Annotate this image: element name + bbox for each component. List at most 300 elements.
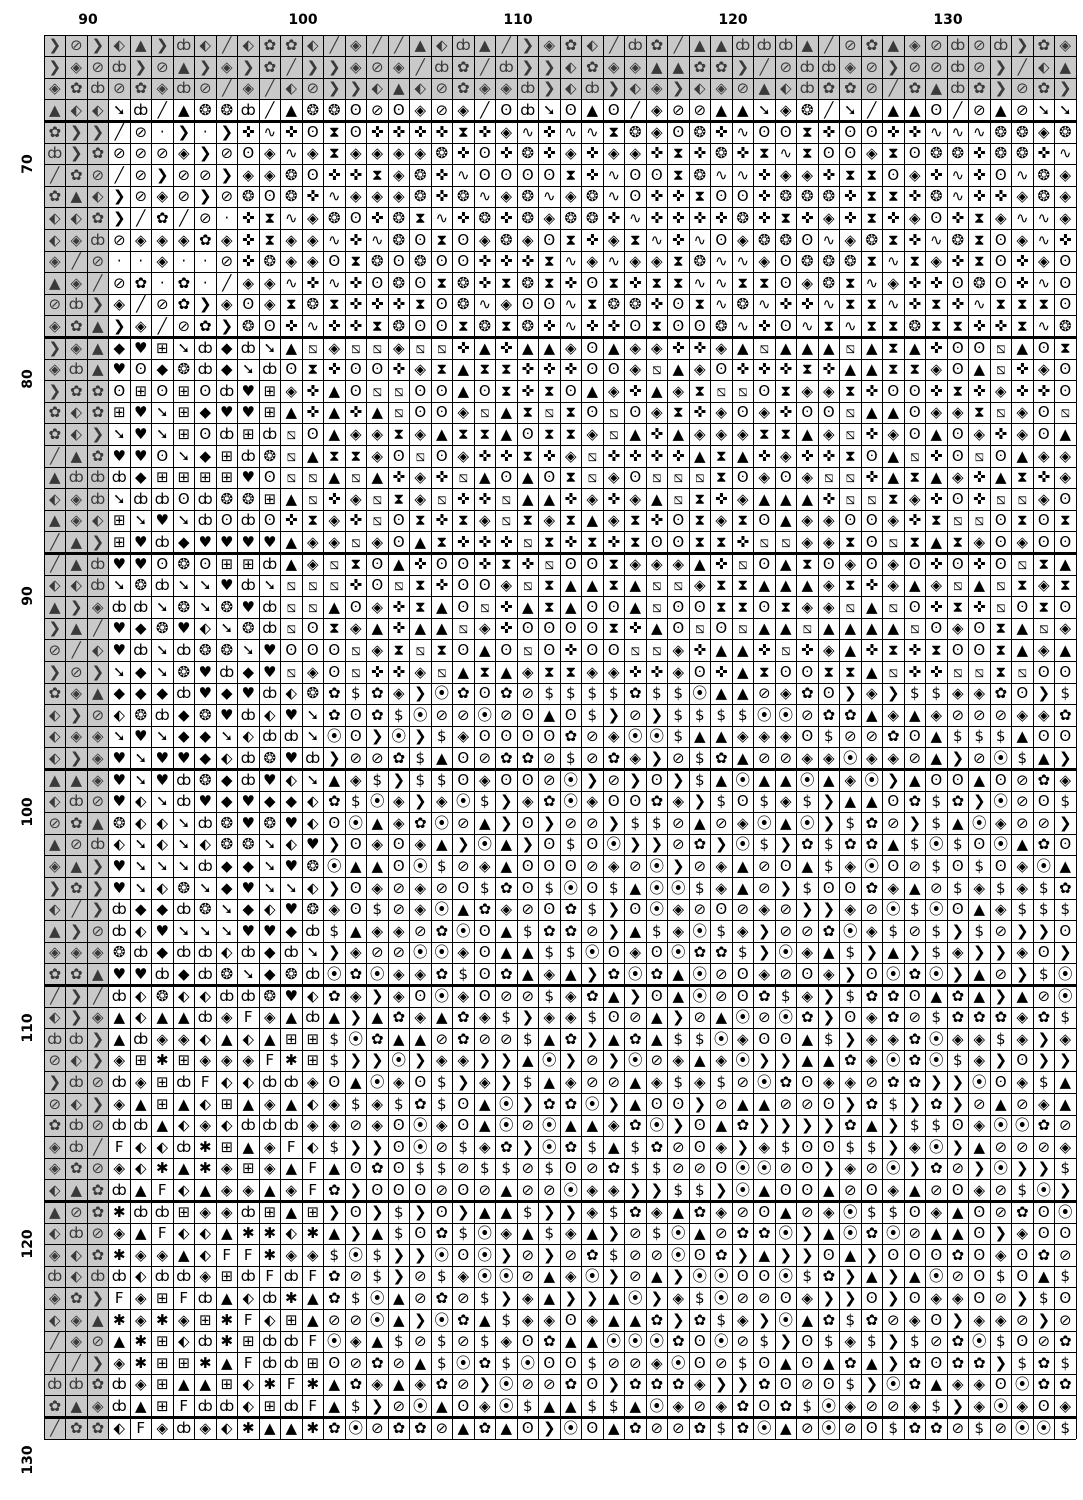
stitch-symbol: ◈ — [242, 165, 255, 184]
stitch-cell — [904, 424, 926, 446]
stitch-cell — [474, 1093, 496, 1115]
stitch-cell — [302, 121, 324, 143]
stitch-cell — [861, 467, 883, 489]
stitch-cell — [367, 1050, 389, 1072]
stitch-cell — [668, 899, 690, 921]
stitch-cell — [216, 921, 238, 943]
stitch-symbol: ⦿ — [434, 813, 450, 832]
stitch-cell — [818, 1072, 840, 1094]
stitch-symbol: ⧗ — [543, 252, 555, 271]
stitch-symbol: ❯ — [155, 36, 169, 55]
stitch-symbol: ✿ — [69, 381, 83, 400]
stitch-symbol: ⧗ — [887, 360, 899, 379]
stitch-symbol: ◆ — [113, 684, 126, 703]
stitch-symbol: ▲ — [973, 576, 986, 595]
stitch-symbol: ◆ — [263, 943, 276, 962]
stitch-cell — [603, 359, 625, 381]
stitch-symbol: ʘ — [779, 273, 792, 292]
stitch-cell — [646, 532, 668, 554]
stitch-symbol: ✜ — [693, 403, 707, 422]
stitch-cell — [152, 921, 174, 943]
stitch-cell — [797, 834, 819, 856]
stitch-symbol: ∿ — [628, 209, 642, 228]
stitch-symbol: ⦿ — [1036, 857, 1052, 876]
stitch-cell — [410, 35, 432, 57]
stitch-cell — [904, 445, 926, 467]
row-label-110: 110 — [20, 1013, 36, 1043]
stitch-cell — [517, 748, 539, 770]
stitch-symbol: ȸ — [778, 36, 794, 55]
stitch-symbol: $ — [694, 705, 705, 724]
stitch-cell — [44, 683, 66, 705]
stitch-symbol: ▲ — [263, 1029, 276, 1048]
stitch-symbol: ⦿ — [692, 986, 708, 1005]
stitch-symbol: ⦿ — [864, 770, 880, 789]
stitch-symbol: ➘ — [155, 425, 169, 444]
stitch-symbol: ▲ — [973, 986, 986, 1005]
stitch-cell — [1012, 1072, 1034, 1094]
stitch-cell — [388, 1050, 410, 1072]
stitch-symbol: ▲ — [177, 1094, 190, 1113]
stitch-cell — [496, 813, 518, 835]
stitch-cell — [474, 985, 496, 1007]
stitch-symbol: ⊞ — [241, 554, 255, 573]
stitch-cell — [840, 834, 862, 856]
stitch-symbol: $ — [544, 986, 555, 1005]
stitch-symbol: ʘ — [865, 122, 878, 141]
stitch-cell — [926, 251, 948, 273]
stitch-symbol: ⧅ — [286, 576, 297, 595]
stitch-cell — [947, 856, 969, 878]
stitch-symbol: ╱ — [222, 273, 232, 292]
stitch-cell — [152, 121, 174, 143]
stitch-symbol: ◈ — [1037, 446, 1050, 465]
stitch-cell — [195, 381, 217, 403]
stitch-cell — [431, 899, 453, 921]
stitch-cell — [130, 618, 152, 640]
stitch-cell — [603, 1137, 625, 1159]
stitch-symbol: ▲ — [48, 921, 61, 940]
stitch-symbol: ❂ — [198, 705, 212, 724]
stitch-symbol: ʘ — [1037, 533, 1050, 552]
stitch-symbol: ✿ — [714, 943, 728, 962]
stitch-cell — [410, 1072, 432, 1094]
stitch-cell — [969, 921, 991, 943]
stitch-cell — [560, 78, 582, 100]
stitch-symbol: ▲ — [564, 1116, 577, 1135]
stitch-symbol: ∿ — [865, 273, 879, 292]
stitch-symbol: ❂ — [628, 122, 642, 141]
stitch-symbol: ✜ — [908, 511, 922, 530]
stitch-symbol: ✿ — [392, 1008, 406, 1027]
stitch-symbol: ⊘ — [91, 1073, 105, 1092]
stitch-cell — [1012, 921, 1034, 943]
stitch-symbol: $ — [651, 684, 662, 703]
stitch-cell — [668, 1072, 690, 1094]
stitch-cell — [66, 813, 88, 835]
stitch-cell — [281, 553, 303, 575]
stitch-cell — [130, 57, 152, 79]
stitch-symbol: ✜ — [650, 144, 664, 163]
stitch-cell — [474, 597, 496, 619]
stitch-symbol: ⧅ — [1017, 489, 1028, 508]
stitch-symbol: ◈ — [1037, 1094, 1050, 1113]
stitch-symbol: $ — [522, 1073, 533, 1092]
stitch-cell — [216, 683, 238, 705]
stitch-symbol: ✜ — [972, 165, 986, 184]
stitch-cell — [969, 899, 991, 921]
stitch-symbol: ⊞ — [155, 468, 169, 487]
stitch-cell — [130, 1029, 152, 1051]
stitch-cell — [281, 165, 303, 187]
stitch-symbol: ❂ — [822, 252, 836, 271]
stitch-symbol: ✜ — [800, 446, 814, 465]
stitch-cell — [109, 726, 131, 748]
stitch-symbol: ✿ — [693, 943, 707, 962]
stitch-symbol: ⬖ — [199, 1094, 212, 1113]
stitch-symbol: ʘ — [822, 403, 835, 422]
stitch-symbol: ◈ — [736, 489, 749, 508]
stitch-symbol: ʘ — [263, 187, 276, 206]
stitch-symbol: ✿ — [1037, 1116, 1051, 1135]
stitch-cell — [281, 251, 303, 273]
stitch-cell — [883, 1072, 905, 1094]
stitch-cell — [281, 273, 303, 295]
stitch-symbol: ✜ — [650, 446, 664, 465]
stitch-cell — [603, 769, 625, 791]
stitch-cell — [625, 186, 647, 208]
stitch-symbol: ❯ — [951, 749, 965, 768]
stitch-symbol: ▲ — [70, 533, 83, 552]
stitch-cell — [474, 489, 496, 511]
stitch-cell — [754, 273, 776, 295]
stitch-symbol: ✜ — [349, 511, 363, 530]
stitch-symbol: ✿ — [499, 1137, 513, 1156]
stitch-symbol: ✿ — [48, 965, 62, 984]
stitch-symbol: ʘ — [1016, 597, 1029, 616]
stitch-cell — [431, 575, 453, 597]
stitch-cell — [431, 748, 453, 770]
stitch-symbol: ◈ — [607, 857, 620, 876]
stitch-cell — [539, 1050, 561, 1072]
stitch-cell — [66, 705, 88, 727]
stitch-cell — [388, 985, 410, 1007]
stitch-cell — [560, 942, 582, 964]
stitch-cell — [216, 165, 238, 187]
stitch-cell — [668, 834, 690, 856]
stitch-symbol: ▲ — [1059, 1073, 1072, 1092]
stitch-cell — [1033, 769, 1055, 791]
stitch-symbol: ❂ — [521, 317, 535, 336]
stitch-cell — [517, 100, 539, 122]
stitch-symbol: ȸ — [240, 705, 256, 724]
stitch-symbol: ʘ — [930, 209, 943, 228]
stitch-cell — [324, 791, 346, 813]
stitch-cell — [216, 121, 238, 143]
stitch-symbol: ʘ — [543, 468, 556, 487]
stitch-cell — [560, 1029, 582, 1051]
stitch-symbol: ◈ — [801, 943, 814, 962]
stitch-cell — [818, 489, 840, 511]
stitch-cell — [259, 165, 281, 187]
row-label-80: 80 — [20, 369, 36, 389]
stitch-cell — [87, 834, 109, 856]
stitch-symbol: ∿ — [929, 122, 943, 141]
stitch-symbol: ⦿ — [563, 878, 579, 897]
stitch-cell — [797, 921, 819, 943]
stitch-cell — [625, 143, 647, 165]
stitch-symbol: ◈ — [672, 900, 685, 919]
stitch-cell — [496, 57, 518, 79]
stitch-cell — [44, 661, 66, 683]
stitch-symbol: ▲ — [715, 770, 728, 789]
stitch-cell — [646, 337, 668, 359]
stitch-cell — [474, 510, 496, 532]
stitch-symbol: ȸ — [111, 1073, 127, 1092]
stitch-cell — [711, 229, 733, 251]
stitch-cell — [109, 856, 131, 878]
stitch-symbol: ▲ — [457, 381, 470, 400]
stitch-cell — [947, 791, 969, 813]
stitch-symbol: ♥ — [241, 381, 255, 400]
stitch-cell — [367, 186, 389, 208]
stitch-cell — [1012, 57, 1034, 79]
stitch-symbol: ⊞ — [155, 338, 169, 357]
stitch-symbol: ʘ — [328, 1073, 341, 1092]
stitch-symbol: ȸ — [283, 1073, 299, 1092]
stitch-cell — [625, 985, 647, 1007]
stitch-symbol: ⊘ — [585, 857, 599, 876]
stitch-cell — [87, 251, 109, 273]
stitch-cell — [496, 964, 518, 986]
stitch-cell — [195, 489, 217, 511]
stitch-symbol: ʘ — [629, 468, 642, 487]
stitch-cell — [474, 791, 496, 813]
stitch-cell — [732, 964, 754, 986]
stitch-cell — [861, 1072, 883, 1094]
stitch-cell — [152, 942, 174, 964]
stitch-symbol: ◈ — [70, 57, 83, 76]
stitch-cell — [109, 294, 131, 316]
stitch-symbol: ◈ — [822, 641, 835, 660]
stitch-symbol: $ — [393, 705, 404, 724]
stitch-cell — [324, 705, 346, 727]
stitch-cell — [711, 445, 733, 467]
stitch-cell — [324, 661, 346, 683]
stitch-cell — [1055, 1007, 1077, 1029]
stitch-symbol: ◈ — [1059, 770, 1072, 789]
stitch-symbol: ✿ — [91, 209, 105, 228]
stitch-cell — [904, 661, 926, 683]
stitch-cell — [926, 467, 948, 489]
stitch-cell — [281, 100, 303, 122]
stitch-cell — [689, 618, 711, 640]
stitch-symbol: ⧅ — [393, 403, 404, 422]
stitch-symbol: ◆ — [242, 857, 255, 876]
stitch-symbol: ▲ — [586, 1116, 599, 1135]
stitch-cell — [797, 251, 819, 273]
stitch-symbol: ⬖ — [48, 489, 61, 508]
stitch-symbol: ❯ — [521, 835, 535, 854]
stitch-cell — [797, 489, 819, 511]
stitch-cell — [689, 640, 711, 662]
stitch-symbol: ◈ — [543, 511, 556, 530]
stitch-cell — [990, 229, 1012, 251]
stitch-cell — [152, 1093, 174, 1115]
stitch-symbol: ʘ — [564, 101, 577, 120]
stitch-symbol: ✿ — [951, 986, 965, 1005]
stitch-symbol: ❯ — [134, 57, 148, 76]
stitch-symbol: ◈ — [908, 209, 921, 228]
stitch-cell — [453, 964, 475, 986]
stitch-cell — [388, 899, 410, 921]
stitch-cell — [582, 489, 604, 511]
stitch-symbol: $ — [931, 813, 942, 832]
stitch-symbol: ▲ — [478, 813, 491, 832]
stitch-cell — [367, 402, 389, 424]
stitch-symbol: ❂ — [177, 360, 191, 379]
stitch-symbol: ▲ — [973, 965, 986, 984]
stitch-symbol: ▲ — [435, 1008, 448, 1027]
stitch-cell — [324, 618, 346, 640]
stitch-cell — [173, 467, 195, 489]
stitch-cell — [904, 165, 926, 187]
stitch-cell — [732, 273, 754, 295]
stitch-symbol: ȸ — [240, 749, 256, 768]
stitch-symbol: ⧅ — [286, 597, 297, 616]
stitch-cell — [302, 337, 324, 359]
stitch-cell — [496, 705, 518, 727]
stitch-symbol: ⊘ — [349, 749, 363, 768]
stitch-cell — [44, 100, 66, 122]
stitch-cell — [904, 1115, 926, 1137]
stitch-cell — [216, 208, 238, 230]
stitch-cell — [947, 705, 969, 727]
stitch-symbol: $ — [436, 727, 447, 746]
column-label-130: 130 — [933, 12, 963, 28]
stitch-symbol: ʘ — [1037, 425, 1050, 444]
stitch-cell — [926, 748, 948, 770]
stitch-cell — [926, 402, 948, 424]
stitch-symbol: ➘ — [220, 900, 234, 919]
stitch-symbol: ◈ — [414, 662, 427, 681]
stitch-cell — [1033, 553, 1055, 575]
stitch-symbol: ⧗ — [629, 230, 641, 249]
stitch-symbol: ◈ — [392, 792, 405, 811]
stitch-cell — [775, 294, 797, 316]
stitch-symbol: $ — [802, 792, 813, 811]
stitch-symbol: ⊘ — [48, 1051, 62, 1070]
stitch-symbol: ▲ — [1016, 338, 1029, 357]
stitch-symbol: ◈ — [908, 36, 921, 55]
stitch-cell — [345, 575, 367, 597]
stitch-symbol: ◈ — [887, 511, 900, 530]
stitch-symbol: ╱ — [50, 554, 60, 573]
stitch-cell — [840, 165, 862, 187]
stitch-cell — [216, 381, 238, 403]
stitch-cell — [711, 186, 733, 208]
stitch-cell — [431, 769, 453, 791]
stitch-symbol: $ — [522, 921, 533, 940]
stitch-cell — [109, 359, 131, 381]
stitch-symbol: ◈ — [414, 878, 427, 897]
stitch-cell — [582, 683, 604, 705]
stitch-cell — [152, 143, 174, 165]
stitch-cell — [302, 316, 324, 338]
stitch-symbol: ∿ — [478, 295, 492, 314]
stitch-symbol: ⧅ — [651, 576, 662, 595]
stitch-cell — [926, 942, 948, 964]
stitch-cell — [840, 553, 862, 575]
stitch-cell — [152, 251, 174, 273]
stitch-cell — [87, 489, 109, 511]
stitch-cell — [431, 467, 453, 489]
stitch-symbol: ▲ — [457, 360, 470, 379]
stitch-cell — [410, 1029, 432, 1051]
stitch-cell — [281, 1029, 303, 1051]
stitch-symbol: ✿ — [1037, 1008, 1051, 1027]
stitch-symbol: ⊘ — [585, 1051, 599, 1070]
stitch-cell — [1012, 121, 1034, 143]
stitch-symbol: ◈ — [457, 403, 470, 422]
stitch-symbol: ✜ — [392, 122, 406, 141]
stitch-symbol: ⦿ — [541, 1137, 557, 1156]
stitch-symbol: ⬖ — [48, 900, 61, 919]
stitch-symbol: ◈ — [607, 230, 620, 249]
stitch-symbol: ʘ — [758, 1029, 771, 1048]
stitch-symbol: ʘ — [263, 317, 276, 336]
stitch-cell — [281, 337, 303, 359]
stitch-cell — [152, 359, 174, 381]
stitch-symbol: ◈ — [801, 749, 814, 768]
stitch-symbol: ✜ — [865, 641, 879, 660]
stitch-symbol: ʘ — [392, 835, 405, 854]
stitch-cell — [1012, 251, 1034, 273]
stitch-symbol: ◈ — [672, 792, 685, 811]
stitch-cell — [625, 1029, 647, 1051]
stitch-cell — [44, 1137, 66, 1159]
stitch-cell — [1012, 683, 1034, 705]
stitch-cell — [947, 1115, 969, 1137]
stitch-cell — [388, 964, 410, 986]
stitch-cell — [861, 856, 883, 878]
stitch-cell — [883, 618, 905, 640]
stitch-symbol: ◆ — [242, 900, 255, 919]
stitch-symbol: $ — [888, 921, 899, 940]
stitch-symbol: ❂ — [714, 317, 728, 336]
stitch-cell — [775, 921, 797, 943]
stitch-symbol: ✜ — [650, 511, 664, 530]
stitch-symbol: ⊘ — [112, 144, 126, 163]
stitch-cell — [324, 402, 346, 424]
stitch-cell — [496, 1050, 518, 1072]
stitch-cell — [582, 834, 604, 856]
stitch-symbol: ∿ — [736, 122, 750, 141]
stitch-symbol: ✜ — [822, 446, 836, 465]
stitch-cell — [818, 813, 840, 835]
stitch-cell — [947, 424, 969, 446]
stitch-symbol: ∿ — [306, 317, 320, 336]
stitch-symbol: ʘ — [973, 835, 986, 854]
stitch-cell — [453, 553, 475, 575]
stitch-symbol: ▲ — [779, 770, 792, 789]
stitch-cell — [44, 899, 66, 921]
stitch-symbol: ❯ — [865, 943, 879, 962]
stitch-cell — [646, 877, 668, 899]
stitch-cell — [152, 683, 174, 705]
stitch-symbol: ȸ — [111, 57, 127, 76]
stitch-symbol: ⧅ — [372, 381, 383, 400]
